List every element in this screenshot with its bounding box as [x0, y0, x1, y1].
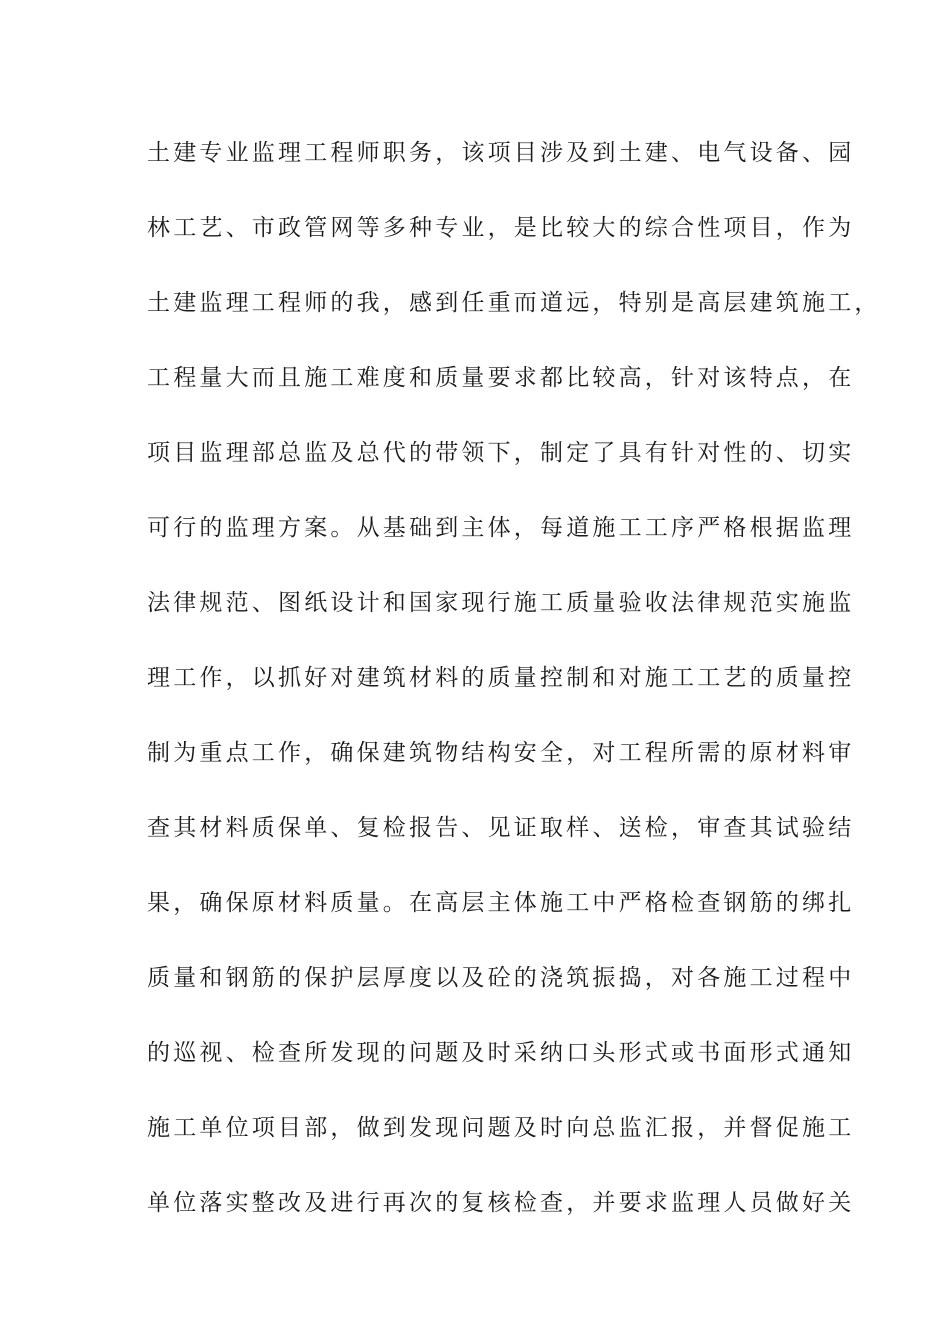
text-line: 质量和钢筋的保护层厚度以及砼的浇筑振捣，对各施工过程中 — [147, 965, 855, 991]
text-line: 单位落实整改及进行再次的复核检查，并要求监理人员做好关 — [147, 1190, 855, 1216]
text-line: 果，确保原材料质量。在高层主体施工中严格检查钢筋的绑扎 — [147, 890, 855, 916]
text-line: 施工单位项目部，做到发现问题及时向总监汇报，并督促施工 — [147, 1115, 855, 1141]
text-line: 制为重点工作，确保建筑物结构安全，对工程所需的原材料审 — [147, 740, 855, 766]
text-line: 理工作，以抓好对建筑材料的质量控制和对施工工艺的质量控 — [147, 665, 855, 691]
text-line: 可行的监理方案。从基础到主体，每道施工工序严格根据监理 — [147, 515, 855, 541]
text-line: 查其材料质保单、复检报告、见证取样、送检，审查其试验结 — [147, 815, 855, 841]
text-line: 法律规范、图纸设计和国家现行施工质量验收法律规范实施监 — [147, 590, 855, 616]
body-paragraph — [147, 131, 881, 1256]
text-line: 项目监理部总监及总代的带领下，制定了具有针对性的、切实 — [147, 440, 855, 466]
text-line: 土建监理工程师的我，感到任重而道远，特别是高层建筑施工， — [147, 290, 881, 316]
text-line: 的巡视、检查所发现的问题及时采纳口头形式或书面形式通知 — [147, 1040, 855, 1066]
text-line: 林工艺、市政管网等多种专业，是比较大的综合性项目，作为 — [147, 215, 855, 241]
text-line: 土建专业监理工程师职务，该项目涉及到土建、电气设备、园 — [147, 140, 855, 166]
text-line: 工程量大而且施工难度和质量要求都比较高，针对该特点，在 — [147, 365, 855, 391]
